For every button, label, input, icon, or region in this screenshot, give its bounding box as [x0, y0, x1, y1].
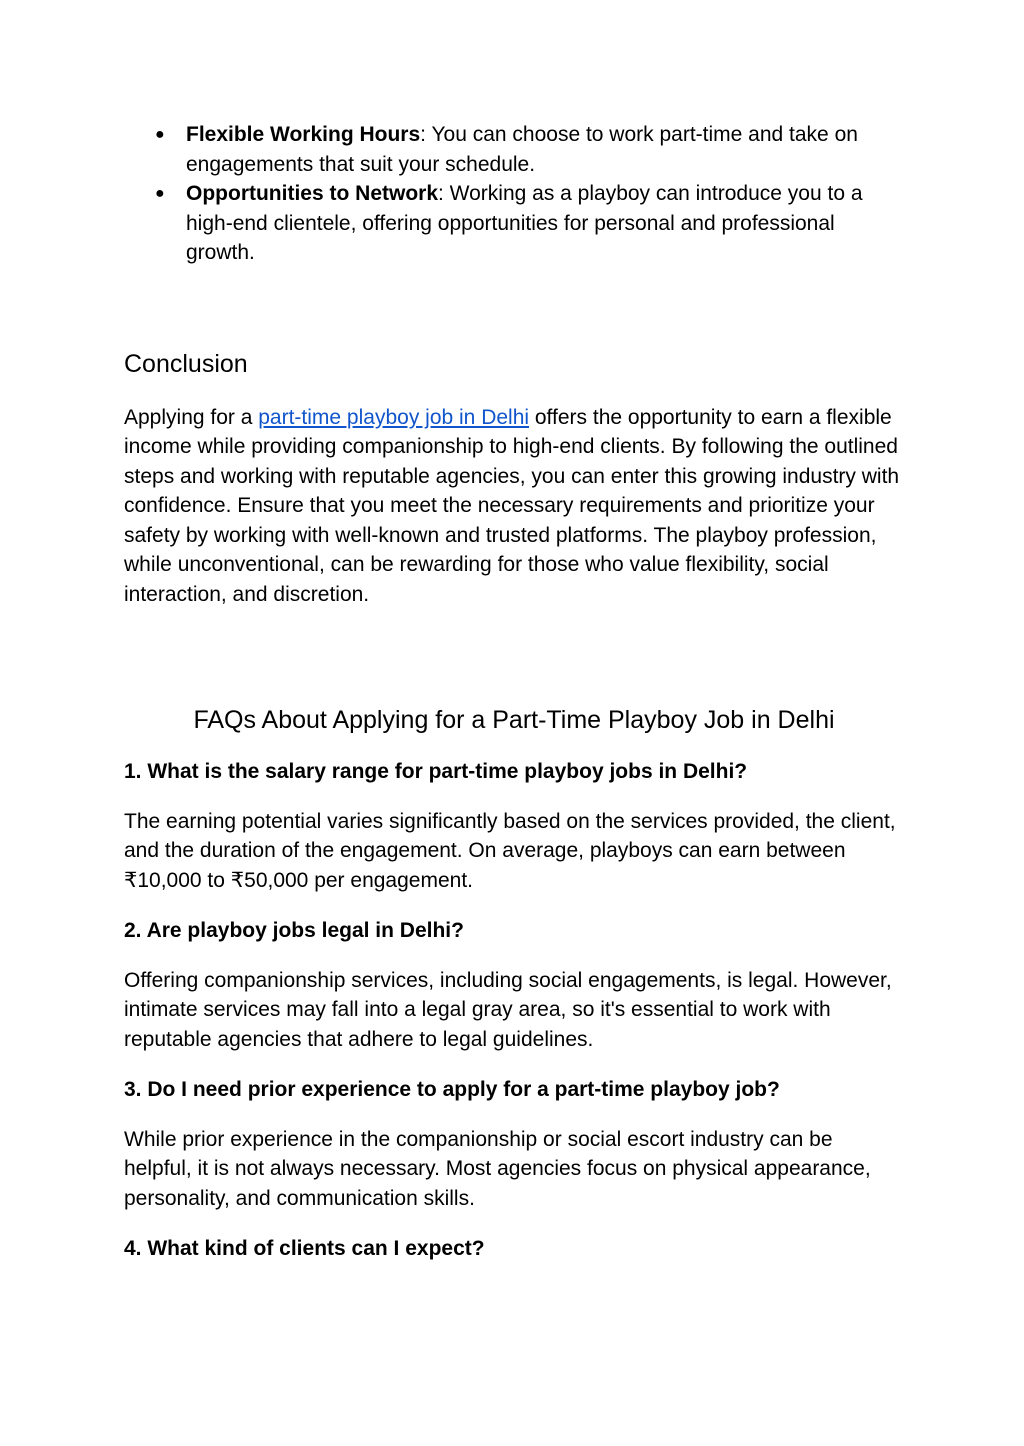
bullet-title: Flexible Working Hours — [186, 123, 421, 146]
list-item — [155, 179, 904, 268]
part-time-playboy-job-link[interactable]: part-time playboy job in Delhi — [258, 405, 530, 429]
conclusion-heading: Conclusion — [124, 349, 248, 378]
faq-question: 1. What is the salary range for part-time playboy jobs in Delhi? — [124, 760, 748, 783]
bullet-title: Opportunities to Network — [186, 182, 438, 205]
bullet-icon: ● — [155, 126, 165, 143]
bullet-text: : You can choose to work part-time and take on engagements that suit your schedule. — [186, 123, 858, 176]
faq-answer: While prior experience in the companionship or social escort industry can be helpful, it is not always necessary. Most agencies focus on physical appearance, personality, and communication skills. — [124, 1127, 871, 1210]
faq-answer: Offering companionship services, including social engagements, is legal. However, intimate services may fall into a legal gray area, so it's essential to work with reputable agencies that adhere to legal guidelines. — [124, 968, 892, 1051]
faqs-heading: FAQs About Applying for a Part-Time Playboy Job in Delhi — [193, 706, 835, 734]
list-item — [155, 120, 904, 179]
conclusion-text-after: offers the opportunity to earn a flexible income while providing companionship to high-end clients. By following the outlined steps and working with reputable agencies, you can enter this growing industry with confidence. Ensure that you meet the necessary requirements and prioritize your safety by working with well-known and trusted platforms. The playboy profession, while unconventional, can be rewarding for those who value flexibility, social interaction, and discretion. — [124, 405, 900, 606]
benefits-list — [124, 120, 904, 268]
conclusion-text-before: Applying for a — [124, 405, 259, 429]
conclusion-paragraph — [124, 403, 904, 610]
document-page — [124, 120, 904, 1264]
faq-question: 4. What kind of clients can I expect? — [124, 1237, 485, 1260]
bullet-text: : Working as a playboy can introduce you to a high-end clientele, offering opportunities for personal and professional growth. — [186, 182, 863, 264]
faq-question: 2. Are playboy jobs legal in Delhi? — [124, 919, 464, 942]
bullet-icon: ● — [155, 185, 165, 202]
faq-question: 3. Do I need prior experience to apply for a part-time playboy job? — [124, 1078, 780, 1101]
faq-answer: The earning potential varies significantly based on the services provided, the client, and the duration of the engagement. On average, playboys can earn between ₹10,000 to ₹50,000 per engagement. — [124, 809, 896, 892]
